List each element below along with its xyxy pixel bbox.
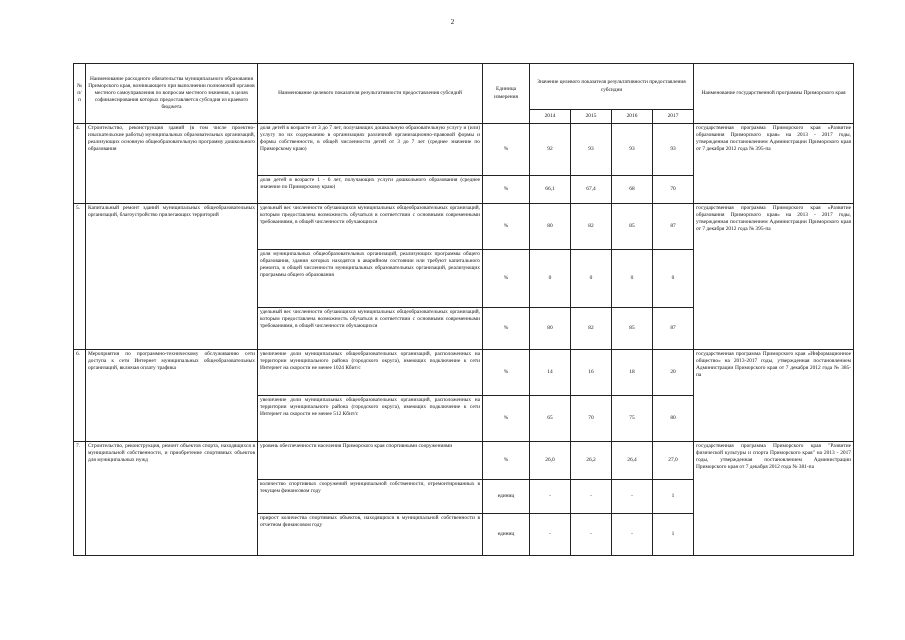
value-cell: 0	[653, 250, 694, 308]
table-row	[74, 204, 854, 250]
value-cell: -	[571, 514, 612, 556]
program-cell: государственная программа Приморского края «Развитие образования Приморского края» на 2013 - 2017 годы, утвержденная постановлением Администрации Приморского края от 7 декабря 2012 года № 395-па	[694, 124, 854, 204]
value-cell: -	[612, 480, 653, 514]
value-cell: 70	[571, 396, 612, 442]
header-num: № п/п	[74, 64, 86, 124]
value-cell: 1	[653, 514, 694, 556]
indicator-cell: удельный вес численности обучающихся муниципальных общеобразовательных организаций, которым предоставлена возможность обучаться в соответствии с основными современными требованиями, в общей численности обучающихся	[258, 308, 483, 350]
header-year: 2014	[530, 110, 571, 124]
value-cell: 80	[530, 204, 571, 250]
table-row	[74, 124, 854, 176]
value-cell: 85	[612, 308, 653, 350]
header-unit: Единица измерения	[483, 64, 530, 124]
value-cell: 65	[530, 396, 571, 442]
value-cell: -	[530, 480, 571, 514]
header-obligation: Наименование расходного обязательства муниципального образования Приморского края, возникающего при выполнении полномочий органов местного самоуправления по вопросам местного значения, в целях софинансирования которых предоставляется субсидия из краевого бюджета	[86, 64, 258, 124]
value-cell: 18	[612, 350, 653, 396]
unit-cell: %	[483, 350, 530, 396]
program-cell: государственная программа Приморского края «Информационное общество» на 2013-2017 годы, утвержденная постановлением Администрации Приморского края от 7 декабря 2012 года № 385-па	[694, 350, 854, 442]
value-cell: 85	[612, 204, 653, 250]
value-cell: 93	[653, 124, 694, 176]
unit-cell: %	[483, 396, 530, 442]
value-cell: 0	[530, 250, 571, 308]
value-cell: 0	[612, 250, 653, 308]
value-cell: -	[530, 514, 571, 556]
value-cell: 26,0	[530, 442, 571, 480]
unit-cell: %	[483, 124, 530, 176]
obligation-cell: Строительство, реконструкция зданий (в том числе проектно-изыскательские работы) муниципальных образовательных организаций, реализующих основную общеобразовательную программу дошкольного образования	[86, 124, 258, 204]
unit-cell: %	[483, 308, 530, 350]
value-cell: -	[612, 514, 653, 556]
row-number: 6.	[74, 350, 86, 442]
indicator-cell: увеличение доли муниципальных общеобразовательных организаций, расположенных на территории муниципального района (городского округа), имеющих подключение к сети Интернет на скорости не менее 1024 Кбит/с	[258, 350, 483, 396]
value-cell: 66,1	[530, 176, 571, 204]
value-cell: 67,4	[571, 176, 612, 204]
value-cell: 80	[530, 308, 571, 350]
header-year: 2017	[653, 110, 694, 124]
table-row	[74, 442, 854, 480]
value-cell: 26,2	[571, 442, 612, 480]
indicator-cell: доля детей в возрасте от 3 до 7 лет, получающих дошкольную образовательную услугу и (или) услугу по их содержанию в организациях различной организационно-правовой формы и формы собственности, в общей численности детей от 3 до 7 лет (среднее значение по Приморскому краю)	[258, 124, 483, 176]
value-cell: 0	[571, 250, 612, 308]
indicator-cell: доля детей в возрасте 1 - 6 лет, получающих услуги дошкольного образования (среднее значение по Приморскому краю)	[258, 176, 483, 204]
value-cell: 80	[653, 396, 694, 442]
value-cell: 1	[653, 480, 694, 514]
page-number: 2	[450, 18, 455, 26]
obligation-cell: Мероприятия по программно-техническому обслуживанию сети доступа к сети Интернет муниципальных общеобразовательных организаций, включая оплату трафика	[86, 350, 258, 442]
header-year: 2015	[571, 110, 612, 124]
program-cell: государственная программа Приморского края "Развитие физической культуры и спорта Приморского края" на 2013 - 2017 годы, утвержденная постановлением Администрации Приморского края от 7 декабря 2012 года № 381-па	[694, 442, 854, 556]
value-cell: 20	[653, 350, 694, 396]
header-program: Наименование государственной программы Приморского края	[694, 64, 854, 124]
header-indicator: Наименование целевого показателя результативности предоставления субсидий	[258, 64, 483, 124]
indicator-cell: увеличение доли муниципальных общеобразовательных организаций, расположенных на территории муниципального района (городского округа), имеющих подключение к сети Интернет на скорости не менее 512 Кбит/с	[258, 396, 483, 442]
header-year: 2016	[612, 110, 653, 124]
program-cell: государственная программа Приморского края «Развитие образования Приморского края» на 2013 - 2017 годы, утвержденная постановлением Администрации Приморского края от 7 декабря 2012 года № 395-па	[694, 204, 854, 350]
unit-cell: %	[483, 442, 530, 480]
value-cell: 68	[612, 176, 653, 204]
row-number: 5.	[74, 204, 86, 350]
header-values-group: Значение целевого показателя результативности предоставления субсидии	[530, 64, 694, 110]
value-cell: 82	[571, 204, 612, 250]
value-cell: 82	[571, 308, 612, 350]
value-cell: 87	[653, 204, 694, 250]
unit-cell: %	[483, 176, 530, 204]
row-number: 4.	[74, 124, 86, 204]
obligation-cell: Капитальный ремонт зданий муниципальных общеобразовательных организаций, благоустройство прилегающих территорий	[86, 204, 258, 350]
value-cell: 75	[612, 396, 653, 442]
indicator-cell: уровень обеспеченности населения Приморского края спортивными сооружениями	[258, 442, 483, 480]
value-cell: 16	[571, 350, 612, 396]
value-cell: 70	[653, 176, 694, 204]
unit-cell: единиц	[483, 514, 530, 556]
subsidy-indicators-table	[73, 63, 854, 556]
indicator-cell: количество спортивных сооружений муниципальной собственности, отремонтированных в текущем финансовом году	[258, 480, 483, 514]
value-cell: 93	[612, 124, 653, 176]
obligation-cell: Строительство, реконструкция, ремонт объектов спорта, находящихся в муниципальной собственности, и приобретение спортивных объектов для муниципальных нужд	[86, 442, 258, 556]
value-cell: 14	[530, 350, 571, 396]
value-cell: 92	[530, 124, 571, 176]
unit-cell: %	[483, 204, 530, 250]
table-row	[74, 350, 854, 396]
unit-cell: единиц	[483, 480, 530, 514]
unit-cell: %	[483, 250, 530, 308]
value-cell: 93	[571, 124, 612, 176]
indicator-cell: прирост количества спортивных объектов, находящихся в муниципальной собственности в отчетном финансовом году	[258, 514, 483, 556]
value-cell: -	[571, 480, 612, 514]
value-cell: 27,0	[653, 442, 694, 480]
value-cell: 26,4	[612, 442, 653, 480]
row-number: 7.	[74, 442, 86, 556]
value-cell: 87	[653, 308, 694, 350]
indicator-cell: удельный вес численности обучающихся муниципальных общеобразовательных организаций, которым предоставлена возможность обучаться в соответствии с основными современными требованиями, в общей численности обучающихся	[258, 204, 483, 250]
indicator-cell: доля муниципальных общеобразовательных организаций, реализующих программы общего образования, здания которых находятся в аварийном состоянии или требуют капитального ремонта, в общей численности муниципальных образовательных организаций, реализующих программы общего образования	[258, 250, 483, 308]
